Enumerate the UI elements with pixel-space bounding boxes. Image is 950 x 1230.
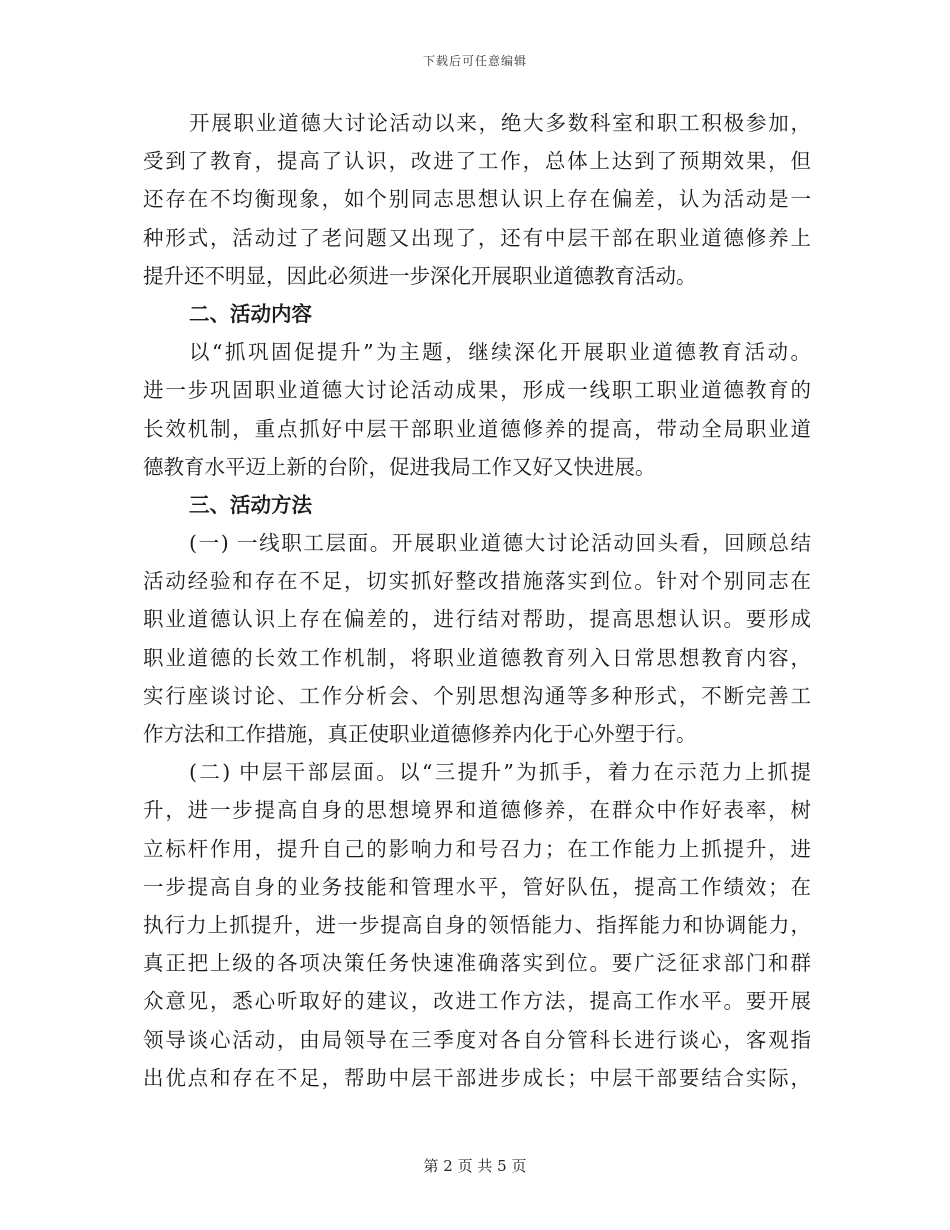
paragraph-line: (二) 中层干部层面。以“三提升”为抓手，着力在示范力上抓提: [189, 760, 811, 785]
paragraph-line: 执行力上抓提升，进一步提高自身的领悟能力、指挥能力和协调能力，: [143, 912, 811, 937]
paragraph-line: 长效机制，重点抓好中层干部职业道德修养的提高，带动全局职业道: [143, 416, 811, 441]
paragraph-line: 真正把上级的各项决策任务快速准确落实到位。要广泛征求部门和群: [143, 951, 811, 976]
paragraph-line: 以“抓巩固促提升”为主题，继续深化开展职业道德教育活动。: [189, 340, 811, 365]
paragraph-line: 一步提高自身的业务技能和管理水平，管好队伍，提高工作绩效；在: [143, 874, 811, 899]
paragraph-line: (一) 一线职工层面。开展职业道德大讨论活动回头看，回顾总结: [189, 531, 811, 556]
paragraph-line: 德教育水平迈上新的台阶，促进我局工作又好又快进展。: [143, 454, 656, 479]
section-heading-method: 三、活动方法: [189, 492, 312, 517]
paragraph-line: 领导谈心活动，由局领导在三季度对各自分管科长进行谈心，客观指: [143, 1027, 811, 1052]
header-note: 下载后可任意编辑: [422, 54, 527, 68]
paragraph-line: 作方法和工作措施，真正使职业道德修养内化于心外塑于行。: [143, 722, 697, 746]
paragraph-line: 种形式，活动过了老问题又出现了，还有中层干部在职业道德修养上: [143, 225, 811, 250]
paragraph-line: 受到了教育，提高了认识，改进了工作，总体上达到了预期效果，但: [143, 149, 811, 174]
paragraph-line: 众意见，悉心听取好的建议，改进工作方法，提高工作水平。要开展: [143, 989, 811, 1014]
paragraph-line: 职业道德的长效工作机制，将职业道德教育列入日常思想教育内容，: [143, 645, 811, 670]
paragraph-line: 开展职业道德大讨论活动以来，绝大多数科室和职工积极参加，: [189, 111, 811, 135]
paragraph-line: 职业道德认识上存在偏差的，进行结对帮助，提高思想认识。要形成: [143, 607, 811, 632]
paragraph-line: 进一步巩固职业道德大讨论活动成果，形成一线职工职业道德教育的: [143, 378, 811, 403]
paragraph-line: 立标杆作用，提升自己的影响力和号召力；在工作能力上抓提升，进: [143, 836, 811, 861]
paragraph-line: 升，进一步提高自身的思想境界和道德修养，在群众中作好表率，树: [143, 798, 811, 823]
document-body: [143, 104, 811, 1097]
section-heading-content: 二、活动内容: [189, 301, 312, 326]
paragraph-line: 还存在不均衡现象，如个别同志思想认识上存在偏差，认为活动是一: [143, 187, 811, 212]
paragraph-line: 提升还不明显，因此必须进一步深化开展职业道德教育活动。: [143, 263, 697, 288]
page-number: 第 2 页 共 5 页: [423, 1157, 527, 1175]
paragraph-line: 活动经验和存在不足，切实抓好整改措施落实到位。针对个别同志在: [143, 569, 811, 594]
paragraph-line: 出优点和存在不足，帮助中层干部进步成长；中层干部要结合实际，: [143, 1065, 811, 1090]
paragraph-line: 实行座谈讨论、工作分析会、个别思想沟通等多种形式，不断完善工: [143, 683, 811, 708]
